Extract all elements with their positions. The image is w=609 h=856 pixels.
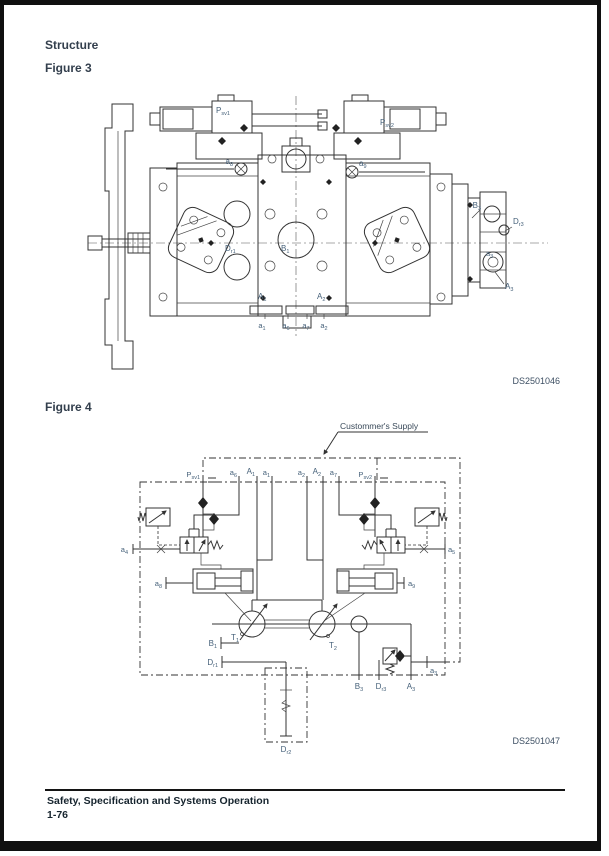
fig3-label-b1: $B_1$ [281, 244, 290, 255]
figure4-code: DS2501047 [512, 736, 560, 746]
fig4-label-t2: $T_2$ [329, 641, 337, 652]
port-a5 [405, 544, 445, 554]
fig3-label-dr1: $D_{r1}$ [225, 244, 236, 255]
fig4-label-a1-cap: $A_1$ [246, 467, 255, 478]
figure3-drawing [80, 90, 560, 392]
bottom-ports [250, 306, 348, 328]
fig4-label-a1: $a_1$ [262, 468, 270, 479]
fig4-label-b3: $B_3$ [354, 682, 364, 693]
left-regulator [150, 95, 327, 159]
fig4-label-b1: $B_1$ [208, 639, 217, 650]
pump-housing [150, 155, 452, 316]
customers-supply-callout [324, 421, 428, 454]
right-delivery-pad [361, 204, 433, 276]
right-servo-cylinder [324, 569, 404, 621]
fig4-label-a3: $a_3$ [430, 666, 438, 677]
fig3-label-a1: $a_1$ [258, 321, 266, 332]
footer-rule [45, 789, 565, 791]
fig4-label-a4: $a_4$ [120, 545, 128, 556]
fig3-label-a9: $a_9$ [359, 159, 367, 170]
right-pilot-valve [405, 508, 447, 545]
fig4-label-t1: $T_1$ [231, 633, 239, 644]
fig3-label-a3-cap: $A_3$ [505, 282, 514, 293]
left-regulator-valve [180, 537, 223, 569]
fig3-label-a1-cap: $A_1$ [258, 292, 267, 303]
port-b1-dr1 [221, 637, 286, 736]
pilot-piping [189, 488, 396, 600]
left-pilot-valve [138, 508, 180, 545]
fig4-label-a9: $a_9$ [408, 579, 416, 590]
fig4-label-dr3: $D_{r3}$ [375, 682, 387, 693]
right-regulator-valve [362, 537, 405, 569]
fig4-label-a7: $a_7$ [329, 468, 337, 479]
figure4-caption: Figure 4 [45, 400, 92, 414]
left-delivery-pad [165, 204, 237, 276]
fig3-label-dr3: $D_{r3}$ [513, 217, 524, 228]
fig4-label-psv1: $P_{sv1}$ [186, 470, 200, 481]
fig3-label-a3-small: $a_3$ [486, 249, 494, 260]
fig4-label-a8: $a_8$ [154, 579, 162, 590]
fig4-label-a2: $a_2$ [297, 468, 305, 479]
fig4-label-dr2: $D_{r2}$ [280, 745, 292, 756]
figure3-caption: Figure 3 [45, 61, 92, 75]
port-a8 [166, 163, 247, 175]
fig3-label-a6: $a_6$ [282, 321, 290, 332]
mounting-bracket [105, 104, 133, 369]
footer-page-number: 1-76 [47, 809, 69, 821]
fig4-label-a3-cap: $A_3$ [406, 682, 416, 693]
fig3-label-a2: $a_2$ [320, 321, 328, 332]
fig4-label-psv2: $P_{sv2}$ [358, 470, 372, 481]
callout-text: Custommer's Supply [340, 421, 419, 431]
fig3-label-a7: $a_7$ [302, 321, 310, 332]
fig4-label-a2-cap: $A_2$ [312, 467, 321, 478]
fig4-label-a5: $a_5$ [448, 545, 456, 556]
footer-title: Safety, Specification and Systems Operation [47, 795, 270, 807]
fig3-label-a8: $a_8$ [225, 157, 233, 168]
figure3-code: DS2501046 [512, 376, 560, 386]
fig3-label-a2-cap: $A_2$ [317, 292, 326, 303]
left-servo-cylinder [166, 569, 253, 621]
fig4-label-a6: $a_6$ [229, 468, 237, 479]
section-title: Structure [45, 38, 99, 52]
fig4-label-dr1: $D_{r1}$ [207, 658, 218, 669]
figure4-schematic [105, 418, 505, 760]
fig3-label-psv1: $P_{sv1}$ [216, 106, 230, 117]
gear-pump-section [452, 184, 512, 296]
fig3-label-psv2: $P_{sv2}$ [380, 118, 394, 129]
pump-boundary [140, 482, 445, 675]
fig3-label-b3: $B_3$ [472, 201, 481, 212]
